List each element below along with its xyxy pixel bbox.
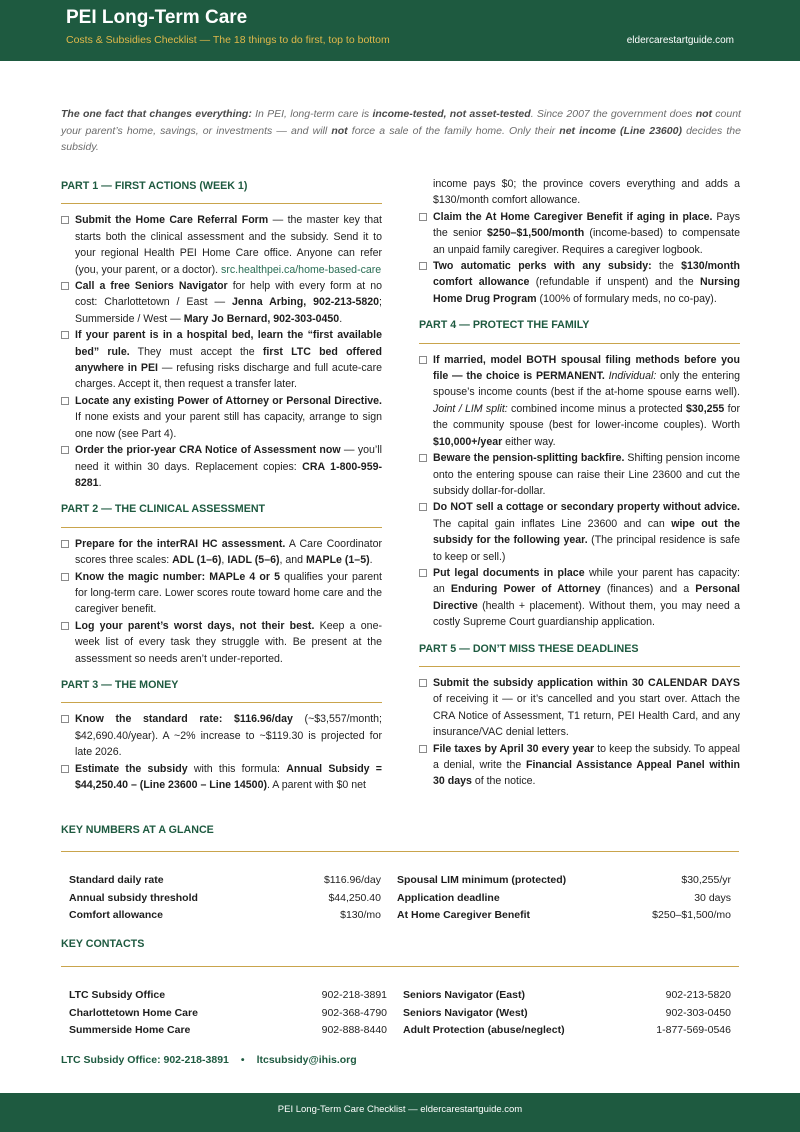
phone-number[interactable]: 902-218-3891 bbox=[321, 989, 387, 1001]
checkbox[interactable] bbox=[61, 715, 69, 723]
continued-text: income pays $0; the province covers everything and adds a $130/month comfort allowance. bbox=[433, 178, 740, 207]
table-row bbox=[69, 909, 731, 927]
office-email[interactable]: ltcsubsidy@ihis.org bbox=[256, 1054, 357, 1066]
checkbox[interactable] bbox=[419, 745, 427, 753]
divider bbox=[61, 851, 739, 852]
key-numbers-table bbox=[69, 874, 731, 927]
part1-heading: PART 1 — FIRST ACTIONS (WEEK 1) bbox=[61, 176, 382, 204]
table-label: Adult Protection (abuse/neglect) bbox=[403, 1024, 565, 1036]
table-value: $30,255/yr bbox=[681, 874, 731, 886]
checklist-item: Know the magic number: MAPLe 4 or 5 qualifies your parent for long-term care. Lower scores route toward home care and the caregiver benefit. bbox=[61, 569, 382, 618]
table-label: Seniors Navigator (West) bbox=[403, 1006, 528, 1019]
table-label: Charlottetown Home Care bbox=[69, 1006, 198, 1019]
header-site: eldercarestartguide.com bbox=[626, 35, 734, 46]
table-label: Application deadline bbox=[397, 891, 500, 904]
table-label: LTC Subsidy Office bbox=[69, 989, 166, 1001]
checklist-item: If your parent is in a hospital bed, learn the “first available bed” rule. They must accept the first LTC bed offered anywhere in PEI — refusing risks discharge and full acute-care charges. Accept it, then request a transfer later. bbox=[61, 327, 382, 393]
table-label: Standard daily rate bbox=[69, 874, 164, 886]
table-label: Comfort allowance bbox=[69, 909, 163, 921]
checklist-item: Two automatic perks with any subsidy: the $130/month comfort allowance (refundable if unspent) and the Nursing Home Drug Program (100% of formulary meds, no co-pay). bbox=[419, 258, 740, 307]
checklist-item: Locate any existing Power of Attorney or Personal Directive. If none exists and your parent still has capacity, arrange to sign one now (see Part 4). bbox=[61, 393, 382, 442]
table-row bbox=[69, 1007, 731, 1025]
checklist-item: If married, model BOTH spousal filing methods before you file — the choice is PERMANENT. Individual: only the entering spouse’s income counts (best if the at-home spouse earns well). Joint / LIM split: combined income minus a protected $30,255 for the community spouse (best for lower-income couples). Worth $10,000+/year either way. bbox=[419, 352, 740, 450]
table-label: Spousal LIM minimum (protected) bbox=[397, 874, 567, 886]
phone-number[interactable]: 1-877-569-0546 bbox=[656, 1024, 731, 1036]
bullet-separator: • bbox=[240, 1054, 245, 1066]
table-row bbox=[69, 874, 731, 892]
left-column bbox=[61, 176, 382, 793]
table-label: Seniors Navigator (East) bbox=[403, 989, 525, 1001]
checkbox[interactable] bbox=[419, 503, 427, 511]
table-value: $130/mo bbox=[340, 909, 381, 921]
table-label: Summerside Home Care bbox=[69, 1024, 191, 1036]
checklist-item: Do NOT sell a cottage or secondary property without advice. The capital gain inflates Line 23600 and can wipe out the subsidy for the following year. (The principal residence is safe to keep or sell.) bbox=[419, 499, 740, 565]
checkbox[interactable] bbox=[61, 216, 69, 224]
checkbox[interactable] bbox=[61, 282, 69, 290]
header-banner bbox=[0, 0, 800, 61]
divider bbox=[61, 966, 739, 967]
checklist-item: File taxes by April 30 every year to keep the subsidy. To appeal a denial, write the Financial Assistance Appeal Panel within 30 days of the notice. bbox=[419, 741, 740, 790]
key-numbers-heading: KEY NUMBERS AT A GLANCE bbox=[61, 824, 214, 836]
checklist-item: Beware the pension-splitting backfire. Shifting pension income onto the entering spouse can raise their Line 23600 and cut the subsidy dollar-for-dollar. bbox=[419, 450, 740, 499]
checkbox[interactable] bbox=[419, 262, 427, 270]
checklist-item: Put legal documents in place while your parent has capacity: an Enduring Power of Attorney (finances) and a Personal Directive (health + placement). Without them, you may need a costly Supreme Court guardianship application. bbox=[419, 565, 740, 631]
footer-bar bbox=[0, 1093, 800, 1132]
phone-number[interactable]: 902-888-8440 bbox=[321, 1024, 387, 1036]
checkbox[interactable] bbox=[61, 765, 69, 773]
referral-link[interactable]: src.healthpei.ca/home-based-care bbox=[221, 263, 382, 276]
table-value: $250–$1,500/mo bbox=[652, 909, 731, 921]
table-label: Annual subsidy threshold bbox=[69, 891, 198, 904]
table-row bbox=[69, 989, 731, 1007]
checkbox[interactable] bbox=[419, 569, 427, 577]
office-phone[interactable]: LTC Subsidy Office: 902-218-3891 bbox=[61, 1054, 229, 1066]
part3-heading: PART 3 — THE MONEY bbox=[61, 675, 382, 703]
right-column bbox=[419, 176, 740, 790]
table-value: 30 days bbox=[694, 891, 731, 904]
key-contacts-table bbox=[69, 989, 731, 1042]
checkbox[interactable] bbox=[419, 213, 427, 221]
checklist-item: Know the standard rate: $116.96/day (~$3,557/month; $42,690.40/year). A ~2% increase to ~$119.30 is projected for late 2026. bbox=[61, 711, 382, 760]
checkbox[interactable] bbox=[61, 573, 69, 581]
phone-number[interactable]: 902-368-4790 bbox=[321, 1006, 387, 1019]
table-row bbox=[69, 1024, 731, 1042]
phone-number[interactable]: 902-213-5820 bbox=[665, 989, 731, 1001]
page-subtitle: Costs & Subsidies Checklist — The 18 things to do first, top to bottom bbox=[66, 34, 390, 46]
table-value: $116.96/day bbox=[323, 874, 381, 886]
table-value: $44,250.40 bbox=[328, 891, 381, 904]
checklist-item: Claim the At Home Caregiver Benefit if aging in place. Pays the senior $250–$1,500/month (income-based) to compensate an unpaid family caregiver. Requires a caregiver logbook. bbox=[419, 209, 740, 258]
checklist-item: Estimate the subsidy with this formula: Annual Subsidy = $44,250.40 – (Line 23600 – Line 14500). A parent with $0 net bbox=[61, 761, 382, 794]
contact-line bbox=[61, 1054, 357, 1066]
checkbox[interactable] bbox=[61, 397, 69, 405]
checklist-item: Order the prior-year CRA Notice of Assessment now — you’ll need it within 30 days. Replacement copies: CRA 1-800-959-8281. bbox=[61, 442, 382, 491]
checklist-item: Prepare for the interRAI HC assessment. A Care Coordinator scores three scales: ADL (1–6), IADL (5–6), and MAPLe (1–5). bbox=[61, 536, 382, 569]
table-row bbox=[69, 892, 731, 910]
page-title: PEI Long-Term Care bbox=[66, 7, 248, 28]
checkbox[interactable] bbox=[61, 331, 69, 339]
checkbox[interactable] bbox=[61, 540, 69, 548]
part2-heading: PART 2 — THE CLINICAL ASSESSMENT bbox=[61, 499, 382, 527]
part4-heading: PART 4 — PROTECT THE FAMILY bbox=[419, 315, 740, 343]
footer-text: PEI Long-Term Care Checklist — eldercarestartguide.com bbox=[277, 1104, 523, 1115]
checklist-item: Submit the Home Care Referral Form — the master key that starts both the clinical assessment and the subsidy. Send it to your regional Health PEI Home Care office. Anyone can refer (you, your parent, or a doctor). src.healthpei.ca/home-based-care bbox=[61, 212, 382, 278]
table-label: At Home Caregiver Benefit bbox=[397, 909, 531, 921]
checklist-item: Call a free Seniors Navigator for help with every form at no cost: Charlottetown / East — Jenna Arbing, 902-213-5820; Summerside / West — Mary Jo Bernard, 902-303-0450. bbox=[61, 278, 382, 327]
checkbox[interactable] bbox=[61, 446, 69, 454]
checkbox[interactable] bbox=[419, 454, 427, 462]
checklist-item: Submit the subsidy application within 30 CALENDAR DAYS of receiving it — or it’s cancelled and you start over. Attach the CRA Notice of Assessment, T1 return, PEI Health Card, and any insurance/VAC denial letters. bbox=[419, 675, 740, 741]
checkbox[interactable] bbox=[419, 679, 427, 687]
part5-heading: PART 5 — DON’T MISS THESE DEADLINES bbox=[419, 639, 740, 667]
phone-number[interactable]: 902-303-0450 bbox=[665, 1006, 731, 1019]
intro-paragraph: The one fact that changes everything: In PEI, long-term care is income-tested, not asset-tested. Since 2007 the government does not count your parent’s home, savings, or investments — and will not force a sale of the family home. Only their net income (Line 23600) decides the subsidy. bbox=[61, 108, 741, 153]
checkbox[interactable] bbox=[419, 356, 427, 364]
checkbox[interactable] bbox=[61, 622, 69, 630]
key-contacts-heading: KEY CONTACTS bbox=[61, 938, 145, 950]
checklist-item: Log your parent’s worst days, not their best. Keep a one-week list of every task they struggle with. Be present at the assessment so needs aren’t under-reported. bbox=[61, 618, 382, 667]
